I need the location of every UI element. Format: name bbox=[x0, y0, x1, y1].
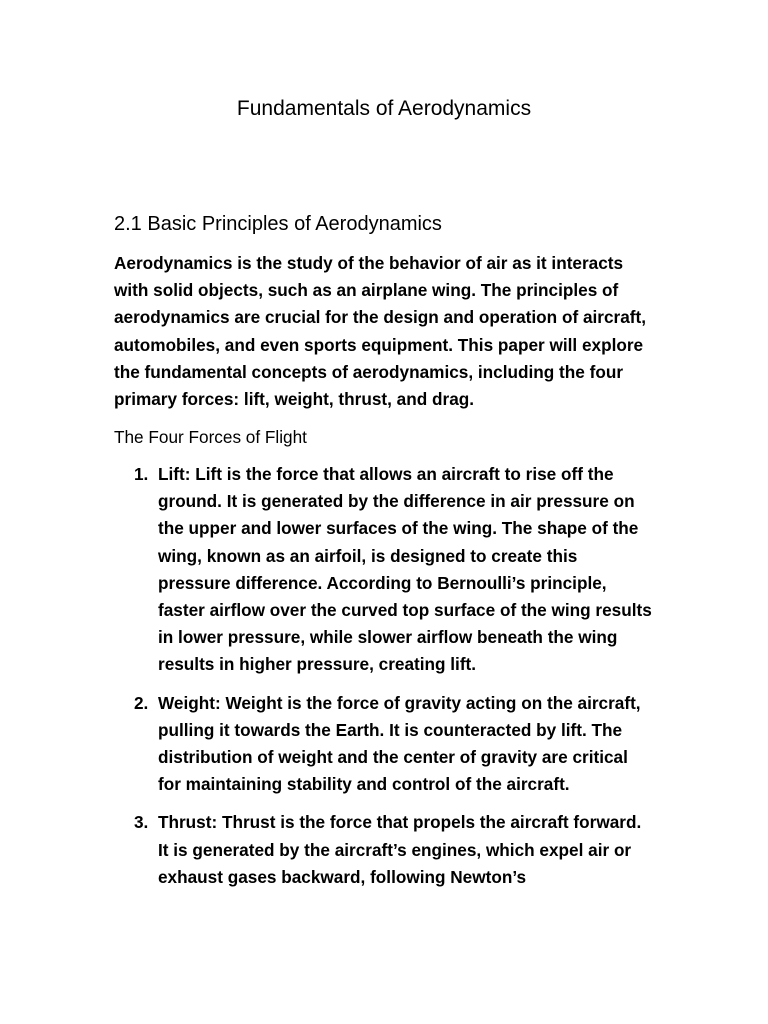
list-item-text: Weight: Weight is the force of gravity acting on the aircraft, pulling it towards the Earth. It is counteracted by lift. The distribution of weight and the center of gravity are critical for maintaining stability and control of the aircraft. bbox=[158, 692, 641, 795]
document-title: Fundamentals of Aerodynamics bbox=[236, 97, 532, 120]
section-heading: 2.1 Basic Principles of Aerodynamics bbox=[114, 213, 442, 235]
list-item-text: Thrust: Thrust is the force that propels the aircraft forward. It is generated by the aircraft’s engines, which expel air or exhaust gases backward, following Newton’s bbox=[158, 812, 642, 887]
list-item-weight bbox=[114, 690, 654, 799]
list-item-number: 3. bbox=[134, 812, 149, 833]
list-item-number: 1. bbox=[134, 464, 149, 484]
forces-list bbox=[114, 461, 654, 902]
list-item-lift bbox=[114, 461, 654, 679]
list-item-text: Lift: Lift is the force that allows an aircraft to rise off the ground. It is generated by the difference in air pressure on the upper and lower surfaces of the wing. The shape of the wing, known as an airfoil, is designed to create this pressure difference. According to Bernoulli’s principle, faster airflow over the curved top surface of the wing results in lower pressure, while slower airflow beneath the wing results in higher pressure, creating lift. bbox=[158, 464, 652, 675]
forces-subheading: The Four Forces of Flight bbox=[114, 427, 307, 447]
intro-paragraph: Aerodynamics is the study of the behavior of air as it interacts with solid objects, such as an airplane wing. The principles of aerodynamics are crucial for the design and operation of aircraft, automobiles, and even sports equipment. This paper will explore the fundamental concepts of aerodynamics, including the four primary forces: lift, weight, thrust, and drag. bbox=[114, 253, 647, 410]
list-item-number: 2. bbox=[134, 692, 149, 713]
list-item-thrust bbox=[114, 809, 654, 891]
